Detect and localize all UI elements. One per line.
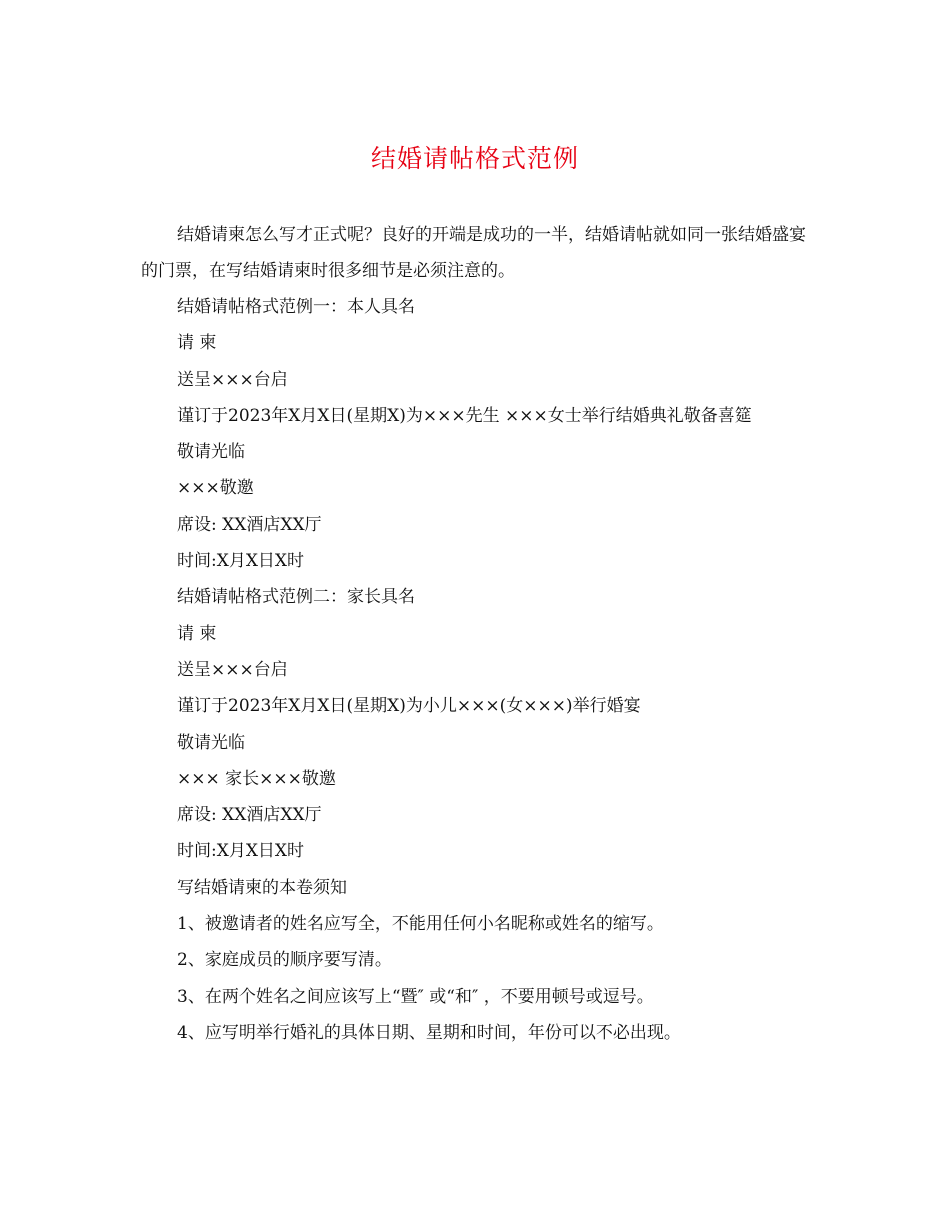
venue-line: 席设: XX酒店XX厅 (177, 514, 322, 535)
document-body (141, 217, 813, 1051)
section-heading-example-one: 结婚请帖格式范例一：本人具名 (177, 297, 415, 317)
note-item: 1、被邀请者的姓名应写全，不能用任何小名昵称或姓名的缩写。 (177, 914, 664, 935)
intro-paragraph: 结婚请柬怎么写才正式呢？良好的开端是成功的一半，结婚请帖就如同一张结婚盛宴的门票，在写结婚请柬时很多细节是必须注意的。 (141, 225, 806, 281)
invitation-signature-line: ×××敬邀 (177, 478, 254, 499)
time-line: 时间:X月X日X时 (177, 841, 305, 862)
invitation-recipient-line: 送呈×××台启 (177, 659, 288, 680)
document-title: 结婚请帖格式范例 (370, 144, 579, 173)
invitation-body-line: 谨订于2023年X月X日(星期X)为小儿×××(女×××)举行婚宴 (177, 696, 641, 717)
venue-line: 席设: XX酒店XX厅 (177, 805, 322, 826)
invitation-heading: 请 柬 (177, 333, 217, 354)
note-item: 4、应写明举行婚礼的具体日期、星期和时间，年份可以不必出现。 (177, 1022, 681, 1043)
invitation-heading: 请 柬 (177, 623, 217, 644)
note-item: 3、在两个姓名之间应该写上“暨″ 或“和″ ，不要用顿号或逗号。 (177, 986, 654, 1007)
invitation-recipient-line: 送呈×××台启 (177, 369, 288, 390)
invitation-request-line: 敬请光临 (177, 732, 245, 753)
section-heading-example-two: 结婚请帖格式范例二：家长具名 (177, 587, 415, 608)
invitation-body-line: 谨订于2023年X月X日(星期X)为×××先生 ×××女士举行结婚典礼敬备喜筵 (177, 405, 752, 426)
notes-heading: 写结婚请柬的本卷须知 (177, 877, 347, 898)
note-item: 2、家庭成员的顺序要写清。 (177, 950, 392, 971)
invitation-request-line: 敬请光临 (177, 442, 245, 463)
invitation-signature-line: ××× 家长×××敬邀 (177, 768, 336, 789)
time-line: 时间:X月X日X时 (177, 551, 305, 572)
